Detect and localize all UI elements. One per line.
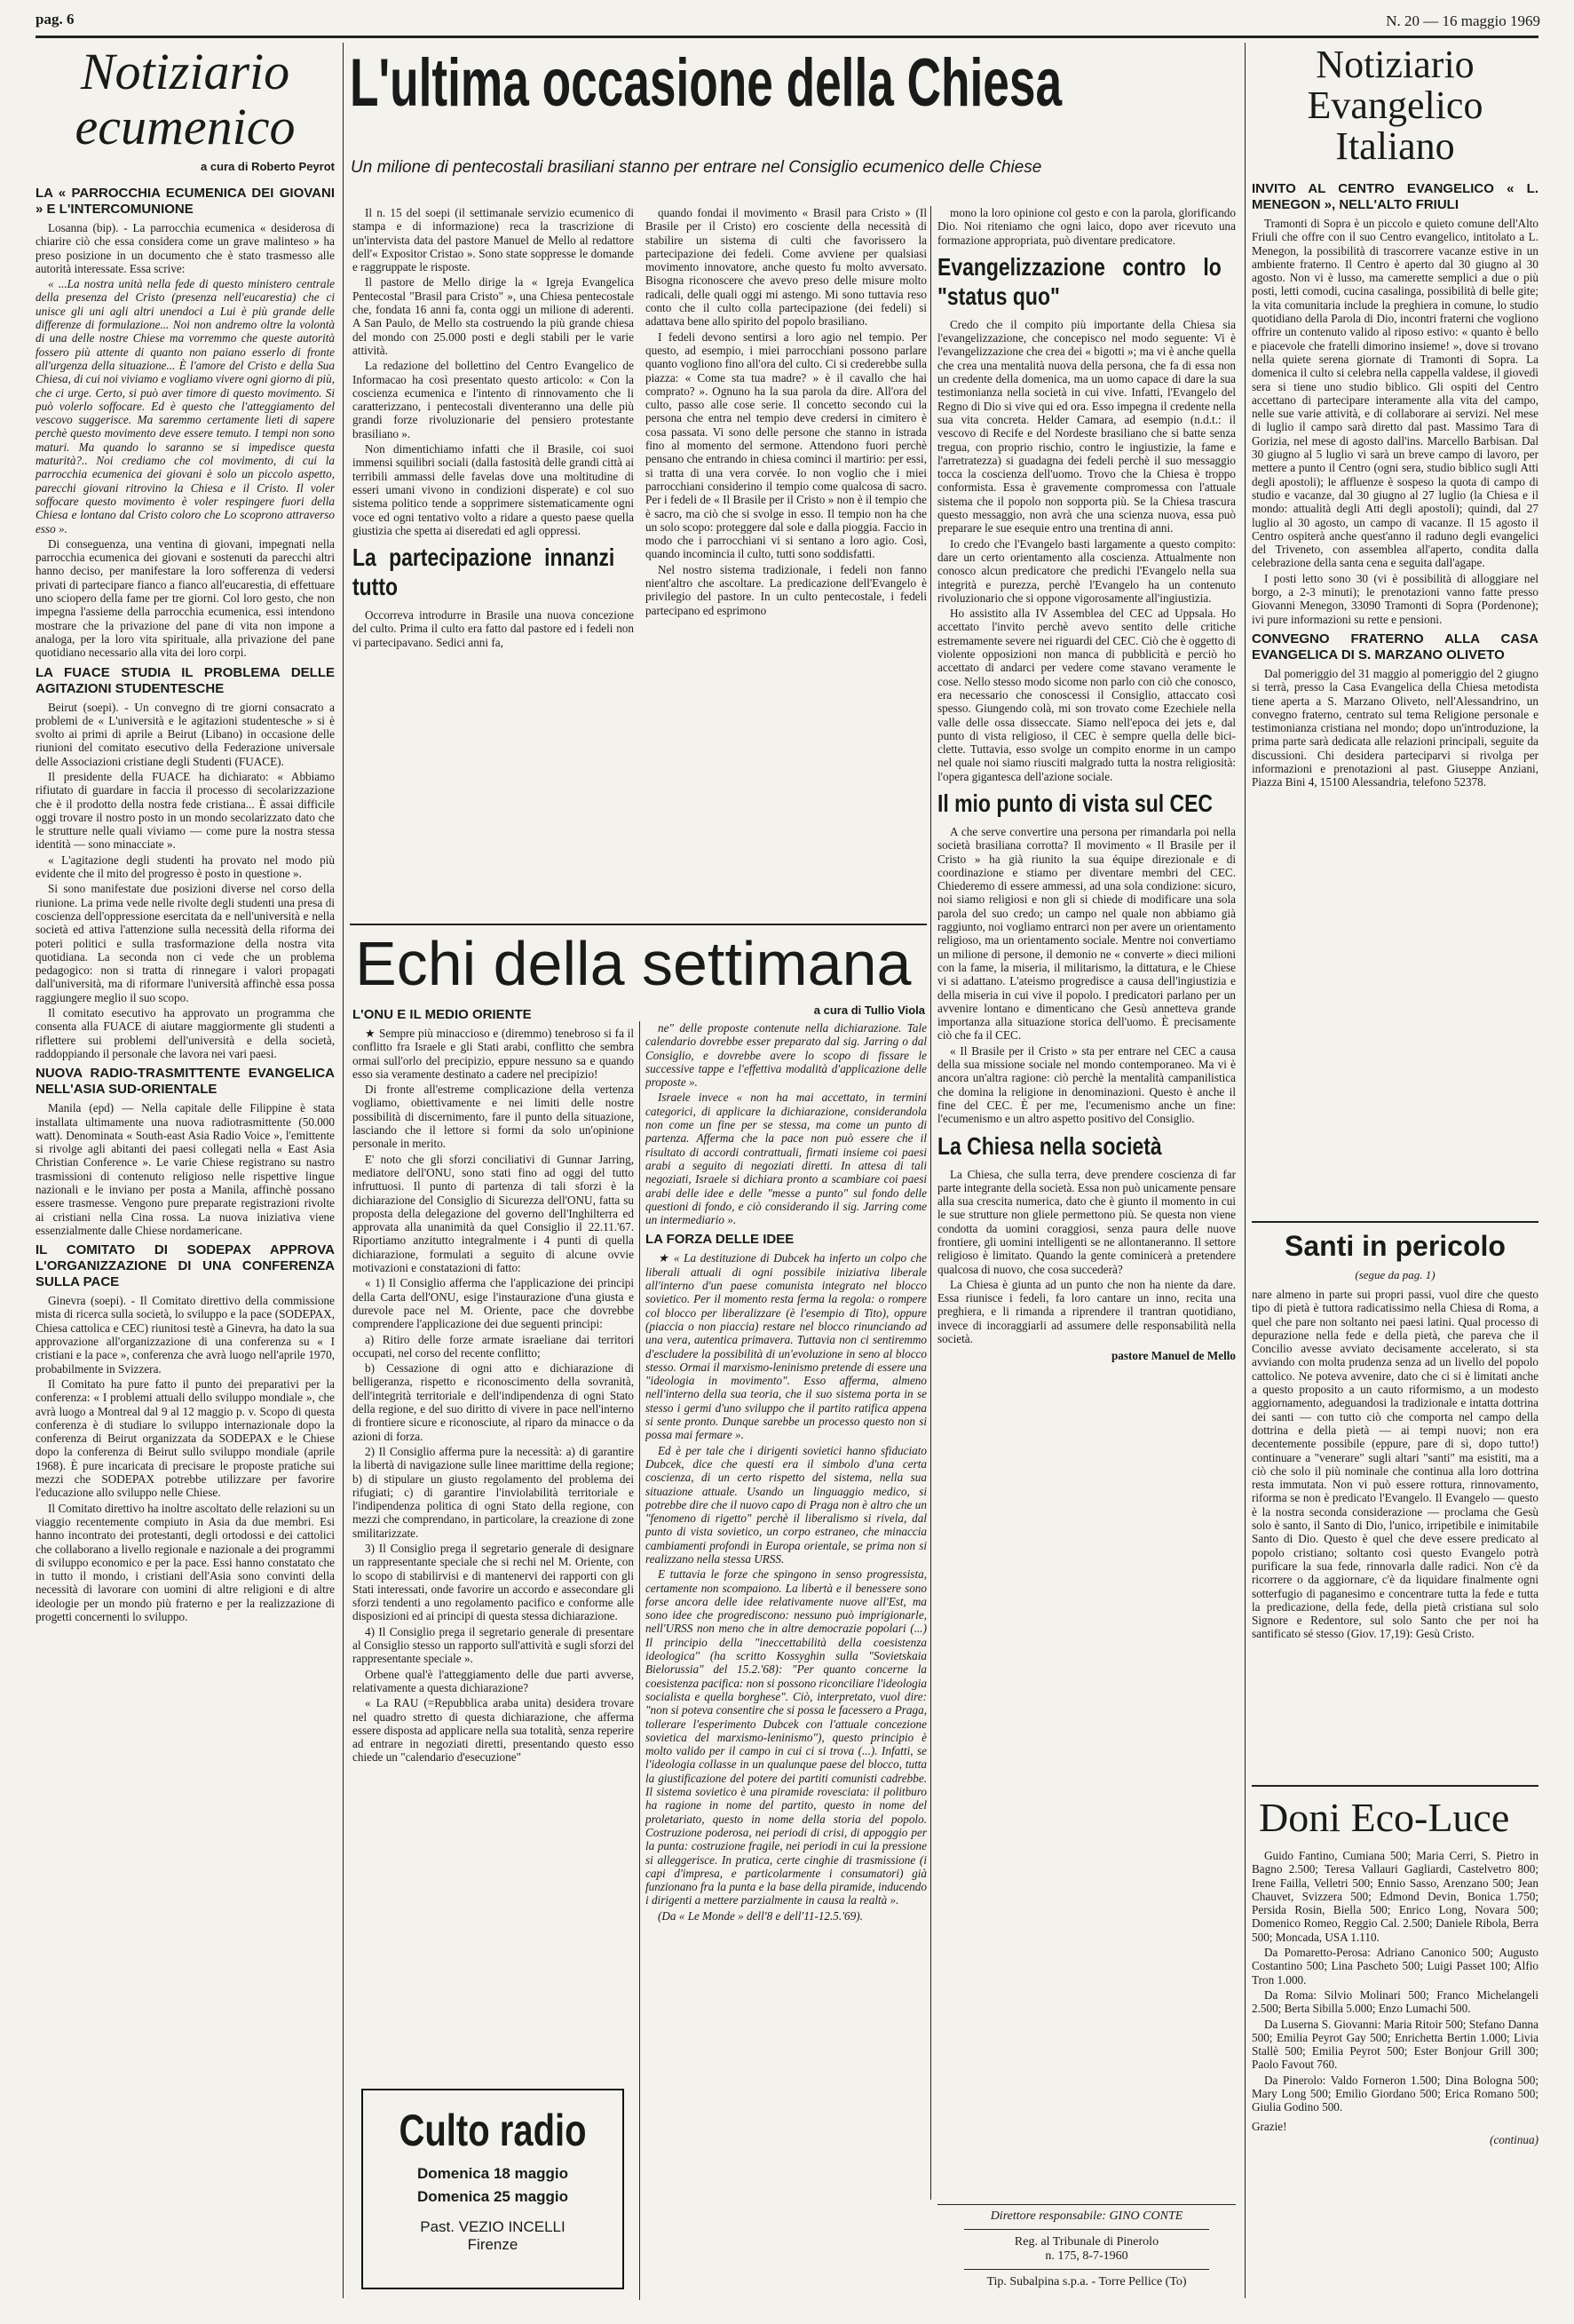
notiziario-ecumenico-articles <box>36 180 335 2285</box>
title-line-2: ecumenico <box>75 98 296 155</box>
column-rule-3 <box>1245 43 1246 2298</box>
echi-col2 <box>645 1021 927 2300</box>
ne-article-paragraph: « ...La nostra unità nella fede di questo ministero centrale della presenza del Cristo (presenza nell'eucarestia) che ci unisce gli uni agli altri unendoci a Lui è più grande delle differenze di formulazione... Noi non andremo oltre la volontà di una delle nostre Chiese ma vorremmo che queste autorità fossero più attente di quanto non paiano esserlo di fronte all'urgenza della situazione... È l'amore del Cristo e della Sua Chiesa, di cui noi viviamo e vogliamo vivere ogni giorno di più, che ci urge. Certo, si può aver timore di questo movimento. Si può volerlo soffocare. Ed è questo che l'atteggiamento del vescovo suggerisce. Ma saremmo certamente lieti di sapere perchè questo movimento deve essere temuto. I tempi non sono maturi. Ma quando lo saranno se si impedisce questa maturità?.. Noi crediamo che col movimento, di cui la parrocchia ecumenica dei giovani è solo un piccolo aspetto, parecchi giovani ritrovino la Chiesa e il Cristo. Il voler soffocare questo movimento è voler respingere fuori della Chiesa e lontano dal Cristo coloro che Lo scoprono attraverso esso ». <box>36 277 335 535</box>
notiziario-evangelico-column <box>1252 44 1538 1217</box>
doni-continua: (continua) <box>1490 2132 1538 2146</box>
echi-forza-paragraph: ★ « La destituzione di Dubcek ha inferto un colpo che liberali attuali di ogni possibile iniziativa liberale all'interno d'un paese comunista integrato nel blocco sovietico. Per il momento resta ferma la regola: o rompere col blocco per liberalizzare (è l'esempio di Tito), oppure (piaccia o non piaccia) restare nel blocco rinunciando ad una vera, autentica primavera. Tuttavia non ci sentiremmo d'escludere la possibilità di un'evoluzione in seno al blocco stesso. Ormai il marxismo-leninismo pretende di essere una "ideologia in movimento". Esso afferma, almeno nell'interno della sua teoria, che il suo sistema porta in se stesso i germi d'uno sviluppo che il partito ratifica appena si sente pronto. Dunque sarebbe un processo questo non si possa mai fermare ». <box>645 1251 927 1442</box>
echi-top-rule <box>350 924 927 925</box>
main-article-title: L'ultima occasione della Chiesa <box>350 45 1063 121</box>
title-line-1: Notiziario <box>80 43 290 100</box>
main-article-paragraph: La redazione del bollettino del Centro Evangelico de Informacao ha così presentato questo articolo: « Con la coscienza ecumenica e l'intento di rinnovamento che li caratterizzano, i pentecostali diventeranno una delle più grandi forze rivoluzionarie del pensiero protestante brasiliano ». <box>352 359 634 440</box>
echi-byline: a cura di Tullio Viola <box>813 1003 925 1017</box>
echi-forza-paragraph: (Da « Le Monde » dell'8 e dell'11-12.5.'69). <box>658 1908 863 1923</box>
echi-onu-paragraph: a) Ritiro delle forze armate israeliane dai territori occupati, nel corso del recente conflitto; <box>352 1332 634 1360</box>
article-signature: pastore Manuel de Mello <box>1111 1349 1236 1363</box>
main-article-paragraph: Non dimentichiamo infatti che il Brasile, coi suoi immensi squilibri sociali (dalla fastosità delle grandi città ai terribili ammassi delle favelas dove una moltitudine di esseri umani vivono in condizioni disperate) e col suo sistema politico tende a sopprimere sistematicamente ogni voce ed ogni tentativo volto a ridare a questo paese quella giustizia che spetta ai diseredati ed agli oppressi. <box>352 442 634 537</box>
ne-title-3: Italiano <box>1335 124 1455 168</box>
main-article-col2 <box>645 206 927 912</box>
culto-radio-date-1: Domenica 18 maggio <box>416 2165 569 2182</box>
menegon-text-2: I posti letto sono 30 (vi è possibilità di alloggiare nel borgo, a 2-3 minuti); le prenotazioni vanno fatte presso Giovanni Menegon, 33090 Tramonti di Sopra (Pordenone); ivi pure informazioni su rette e pensioni. <box>1252 571 1538 626</box>
heading-onu: L'ONU E IL MEDIO ORIENTE <box>352 1007 532 1022</box>
heading-societa: La Chiesa nella società <box>937 1131 1162 1160</box>
page-number: pag. 6 <box>36 11 75 28</box>
culto-radio-date-2: Domenica 25 maggio <box>416 2188 569 2205</box>
doni-list-1: Guido Fantino, Cumiana 500; Maria Cerri, S. Pietro in Bagno 2.500; Teresa Vallauri Gagliardi, Castelvetro 800; Irene Failla, Velletri 500; Ennio Sasso, Arenzano 500; Jean Chauvet, Svizzera 500; Edmond Devin, Bonica 1.750; Persida Rosin, Biella 500; Enrico Long, Novara 500; Domenico Romeo, Reggio Cal. 2.500; Daniele Ribola, Berra 500; Moncada, USA 1.110. <box>1252 1849 1538 1944</box>
ne-article-paragraph: Il comitato esecutivo ha approvato un programma che consenta alla FUACE di aiutare maggiormente gli studenti a riflettere sui problemi dell'università e della società, raddoppiando il personale che lavora nei vari paesi. <box>36 1006 335 1060</box>
echi-onu-paragraph: 3) Il Consiglio prega il segretario generale di designare un rappresentante speciale che si rechi nel M. Oriente, con lo scopo di stabilirvisi e di mantenervi dei rapporti con gli Stati interessati, onde favorire un accordo e assecondare gli sforzi tendenti a uno regolamento pacifico e conforme alle disposizioni ed ai principi di questa stessa dichiarazione. <box>352 1541 634 1623</box>
doni-rule <box>1252 1785 1538 1787</box>
ne-article-heading: LA FUACE STUDIA IL PROBLEMA DELLE AGITAZIONI STUDENTESCHE <box>36 664 335 696</box>
convegno-text: Dal pomeriggio del 31 maggio al pomeriggio del 2 giugno si terrà, presso la Casa Evangelica della Chiesa metodista tiene aperta a S. Marzano Oliveto, nell'Alessandrino, un convegno fraterno, centrato sul tema Religione personale e testimonianza cristiana nel mondo; dopo un'introduzione, la prima parte sarà dedicata alle relazioni principali, seguite da discussioni. Chi desidera parteciparvi si rivolga per informazioni e prenotazioni al past. Giuseppe Anziani, Piazza Bini 4, 15100 Alessandria, telefono 52378. <box>1252 666 1538 789</box>
ne-article-heading: LA « PARROCCHIA ECUMENICA DEI GIOVANI » E L'INTERCOMUNIONE <box>36 186 335 217</box>
column-rule-1 <box>343 43 344 2298</box>
main-article-paragraph: La Chiesa è giunta ad un punto che non ha niente da dare. Essa riunisce i fedeli, fa loro cantare un inno, recita una preghiera, e li rimanda a riprendere il trantran quotidiano, invece di incoraggiarli ad assumere delle responsabilità nella società. <box>937 1277 1236 1346</box>
notiziario-ecumenico-column <box>36 44 335 2300</box>
menegon-text-1: Tramonti di Sopra è un piccolo e quieto comune dell'Alto Friuli che offre con il suo Centro evangelico, intitolato a L. Menegon, la possibilità di trascorrere vacanze estive in un ambiente fraterno. Il Centro è aperto dal 30 giugno al 30 agosto. Non vi è lusso, ma camerette semplici a due o più posti, letti comodi, cucina casalinga, possibilità di belle gite; la vita comunitaria include la preghiera in comune, lo studio quotidiano della Parola di Dio, incontri fraterni che vogliono offrire un contenuto valido al riposo estivo: « quanto è bello e piacevole che fratelli dimorino insieme! », dove si trovano nella quiete serena giornate di Tramonti di Sopra. La domenica il culto si celebra nella cappella valdese, il giovedì sera si tiene uno studio biblico. Gli ospiti del Centro accettano di partecipare interamente alla vita del campo, nelle sue varie attività, e di collaborare ai servizi. Nel mese di luglio il campo sarà diretto dal past. Massimo Tara di Gorizia, nel mese di agosto dall'ins. Marcello Barbisan. Dal 30 giugno al 5 luglio vi sarà un breve campo di lavoro, per mettere a punto il Centro (ogni sera, studio biblico sugli Atti degli apostoli); le affluenze è sospeso la quota di campo di studio e vacanze, dal 30 giugno al 27 luglio (la Chiesa e il mondo: attualità degli Atti degli apostoli); quindi, dal 27 luglio al 30 agosto, un campo di vacanze. Il 15 agosto il Centro ospiterà anche quest'anno il raduno degli evangelici del Triveneto, con assemblea all'aperto, condita dalla celebrazione della santa cena e seguita dall'agape. <box>1252 217 1538 570</box>
doni-list-4: Da Luserna S. Giovanni: Maria Ritoir 500; Stefano Danna 500; Emilia Peyrot Gay 500; Enrichetta Bertin 1.000; Livia Stallè 500; Emilia Peyrot 500; Ester Bonjour Grill 300; Paolo Favout 760. <box>1252 2017 1538 2072</box>
ne-article-paragraph: Il presidente della FUACE ha dichiarato: « Abbiamo rifiutato di guardare in faccia il processo di secolarizzazione che è il prodotto della nostra fede cristiana... È assai difficile oggi trovare il nostro posto in un mondo secolarizzato dato che le strutture nelle quali viviamo — come pure la nostra stessa identità — sono minacciate ». <box>36 769 335 852</box>
main-article-paragraph: Ho assistito alla IV Assemblea del CEC ad Uppsala. Ho accettato l'invito perchè avevo sentito delle critiche estremamente severe nei riguardi del CEC. Ciò che è oggetto di violente opposizioni non manca di pubblicità e perciò ho accettato di andarci per vedere come stavano veramente le cose. Nello stesso modo sicome non parlo con ciò che conosco, era necessario che conoscessi il Consiglio, attaccato così spesso. Giungendo colà, mi son trovato come Ezechiele nella valle delle ossa disseccate. Siamo nell'epoca dei jets e, dal punto di vista religioso, il CEC è sempre quella delle bici-clette. Tuttavia, esso svolge un compito enorme in un campo nel quale noi siamo riusciti malgrado tutta la nostra religiosità: l'opera gigantesca dell'azione sociale. <box>937 607 1236 783</box>
heading-cec: Il mio punto di vista sul CEC <box>937 789 1213 817</box>
culto-radio-city: Firenze <box>467 2236 518 2253</box>
main-article-paragraph: La Chiesa, che sulla terra, deve prendere coscienza di far parte integrante della società. Essa non può unicamente pensare alla sua crescita numerica, dato che è giunto il momento in cui le sue strutture non gliele permettono più. Se questa non viene condotta da uomini coraggiosi, senza paura delle nuove frontiere, gli uomini intelligenti se ne allontaneranno. Il settore religioso è limitato. Quando la gente cominicerà a pretendere qualcosa di nuovo, che cosa succederà? <box>937 1167 1236 1276</box>
echi-forza-paragraph: E tuttavia le forze che spingono in senso progressista, certamente non scompaiono. La libertà e il benessere sono forse ancora delle idee relativamente nuove all'Est, ma sono idee che progrediscono: nessuno può imprigionarle, nell'URSS non meno che in altre democrazie popolari (...) Il principio della "ineccettabilità della coesistenza ideologica" (ha scritto Kossyghin sulla "Sovietskaia Bielorussia" del 15.2.'68): "Per quanto concerne la coesistenza pacifica: non si possono riconciliare l'ideologia socialista e quella borghese". Ciò, interpretato, vuol dire: "non si poteva consentire che si possa le facessero a Praga, tollerare l'esperimento Dubcek con l'attuale concezione sovietica del marxismo-leninismo"), questo principio è molto valido per il campo in cui ci si trova (...). Infatti, se l'ideologia collasse in un qualunque paese del blocco, tutta la giustificazione del potere dei partiti comunisti cadrebbe. Il sistema sovietico è una piramide rovesciata: il politburo ha ragione in nome del partito, questo in nome del proletariato, questo in nome della storia del popolo. Costruzione poderosa, nei periodi di crisi, di appoggio per la punta: costruzione fragile, nei periodi in cui la pressione si alleggerisce. In pratica, certe cinghie di trasmissione (i capi d'impresa, e particolarmente i consumatori) già funzionano fra la punta e la base della piramide, inducendo i dirigenti a mettere parzialmente in causa la realtà ». <box>645 1567 927 1908</box>
main-article-paragraph: mono la loro opinione col gesto e con la parola, glorificando Dio. Noi riteniamo che ogni laico, dopo aver ricevuto una formazione appropriata, può diventare predicatore. <box>937 206 1236 247</box>
ne-article-heading: NUOVA RADIO-TRASMITTENTE EVANGELICA NELL'ASIA SUD-ORIENTALE <box>36 1066 335 1098</box>
santi-text: nare almeno in parte sui propri passi, vuol dire che questo tipo di pietà è tuttora radicatissimo nella Chiesa di Roma, a quel che pare non soltanto nei paesi latini. Qual processo di depurazione nella fede e della pietà, che pareva che il Concilio avesse avviato decisamente accelerato, si sta avviando con molta prudenza senza ad un livello del popolo cattolico. Ne poteva avvenire, dato che ci si è limitati anche a questo proposito a un cauto riformismo, a un modesto aggiornamento, adeguandosi la tradizionale e intatta dottrina dei santi — con tutto ciò che comporta nel campo della dottrina e della pietà — ai tempi nuovi; non era decentemente possibile (eppure, pare di sì, dopo tutto!) continuare a "venerare" sugli altari "santi" ma esistiti, ma a ciò che solo il più nominale che continua alla loro dottrina resta immutata. Non vi può essere rottura, rinnovamento, riforma se non è predicato l'Evangelo. Il Evangelo — questo è la nostra seconda considerazione — proclama che Gesù solo è santo, il Santo di Dio, l'unico, irripetibile e inimitabile Santo di Dio. Questo è quel che deve essere predicato al popolo cristiano; soltanto così questo Evangelo potrà purificare la sua fede, rinnovarla dalle radici. Non c'è da ricorrere o da aggiornare, c'è da liquidare finalmente ogni sotterfugio di paganesimo e concentrare tutta la fede e tutta la predicazione, della fede, della pietà cristiana sul solo Signore e Redentore, sul solo Santo che per noi ha santificato sé stesso (Giov. 17,19): Gesù Cristo. <box>1252 1288 1538 1641</box>
echi-onu-paragraph: E' noto che gli sforzi conciliativi di Gunnar Jarring, mediatore dell'ONU, sono stati fino ad oggi del tutto infruttuosi. Il punto di partenza di tali sforzi è la dichiarazione del Consiglio di Sicurezza dell'ONU, fatta su proposta della delegazione del governo dell'Inghilterra ed approvata alla unanimità da quel Consiglio il 22.11.'67. Riportiamo anzitutto integralmente i 4 punti di quella dichiarazione, formulati a seguito di alcune ovvie motivazioni e constatazioni di fatto: <box>352 1152 634 1275</box>
ne-article-heading: IL COMITATO DI SODEPAX APPROVA L'ORGANIZZAZIONE DI UNA CONFERENZA SULLA PACE <box>36 1242 335 1290</box>
imprint <box>937 2209 1236 2289</box>
heading-menegon: INVITO AL CENTRO EVANGELICO « L. MENEGON », NELL'ALTO FRIULI <box>1252 181 1538 212</box>
ne-article-paragraph: Il Comitato direttivo ha inoltre ascoltato delle relazioni su un viaggio recentemente compiuto in Asia da due membri. Esi hanno incontrato dei protestanti, degli ortodossi e dei cattolici che collaborano a livello regionale e nazionale a dei programmi di sviluppo economico e per la pace. Essi hanno constatato che in tutto il mondo, i cristiani dell'Asia sono convinti della necessità di lavorare con uomini di altre religioni e di altre ideologie per un mondo più fraterno e per la realizzazione di progetti concernenti lo sviluppo. <box>36 1501 335 1624</box>
culto-radio-box <box>361 2089 624 2289</box>
main-article-paragraph: A che serve convertire una persona per rimandarla poi nella società brasiliana corrotta? Il movimento « Il Brasile per il Cristo » ha già riunito la sua équipe direzionale e di coordinazione e stiamo per diventare membri del CEC. Chiederemo di essere ammessi, ad una sola condizione: sicuro, noi siamo religiosi e non gli si chiede di modificare una sola parola del suo credo; un campo nel quale non abbiamo già raggiunto, noi vogliamo entrarci non per avere un orientamento religioso, ma un orientamento sociale. Mentre noi convertiamo un milione di persone, il demonio ne « converte » dieci milioni con la fame, la miseria, il militarismo, la dittatura, e le Chiese vi si adattano. L'ateismo progredisce a causa dell'ingiustizia e della miseria in cui vive il popolo. I predicatori parlano per un avvenire lontano e dimenticano che Gesù annetteva grande importanza alla situazione storica dell'uomo. È precisamente ciò che fa il CEC. <box>937 824 1236 1043</box>
ne-article-paragraph: Ginevra (soepi). - Il Comitato direttivo della commissione mista di ricerca sulla società, lo sviluppo e la pace (SODEPAX, Chiesa cattolica e CEC) riunitosi testè a Ginevra, ha dato la sua approvazione all'organizzazione di una conferenza su « I cristiani e la pace », conferenza che avrà luogo nell'aprile 1970, probabilmente in Svizzera. <box>36 1294 335 1376</box>
ne-article-paragraph: Si sono manifestate due posizioni diverse nel corso della riunione. La prima vede nelle rivolte degli studenti una presa di coscienza dell'oppressione esercitata da e nell'università e nella società ed attiva l'attenzione sulla necessità della riforma dei poteri politici e sulla trasformazione della nostra vita quotidiana. La seconda non ci vede che un problema pedagogico: non si tratta di rinnegare i valori propagati dall'università, ma di riformare l'università affinchè essa possa raggiungere meglio il suo scopo. <box>36 882 335 1004</box>
heading-partecipazione: La partecipazione innanzi tutto <box>352 543 615 601</box>
issue-date: N. 20 — 16 maggio 1969 <box>1386 12 1540 29</box>
main-article-paragraph: Il pastore de Mello dirige la « Igreja Evangelica Pentecostal "Brasil para Cristo" », una Chiesa pentecostale che, fondata 16 anni fa, conta oggi un milione di aderenti. A San Paulo, de Mello sta costruendo la più grande chiesa del mondo con 25.000 posti e degli stabili per le varie attività. <box>352 275 634 357</box>
heading-convegno: CONVEGNO FRATERNO ALLA CASA EVANGELICA DI S. MARZANO OLIVETO <box>1252 631 1538 662</box>
main-article-paragraph: quando fondai il movimento « Brasil para Cristo » (Il Brasile per il Cristo) ero cosciente della necessità di stabilire un sistema di culti che favorissero la partecipazione dei fedeli. Come avviene per qualsiasi movimento innovatore, anche questo fu molto avversato. Bisogna riconoscere che avevo preso delle misure molto radicali, delle quali oggi mi astengo. Mi sono tuttavia reso conto che il culto colla partecipazione (dei fedeli) si adattava bene allo spirito del popolo brasiliano. <box>645 206 927 329</box>
heading-forza: LA FORZA DELLE IDEE <box>645 1232 795 1248</box>
echi-onu-paragraph: ne" delle proposte contenute nella dichiarazione. Tale calendario dovrebbe esser preparato dal sig. Jarring o dal Consiglio, e dovrebbe avere lo scopo di fissare le successive tappe e l'effettiva modalità d'applicazione delle proposte ». <box>645 1021 927 1090</box>
echi-onu-paragraph: Di fronte all'estreme complicazione della vertenza vogliamo, obiettivamente e nei limiti delle nostre possibilità di discernimento, fare il punto della situazione, lasciando che il lettore si formi da solo un'opinione personale in merito. <box>352 1083 634 1151</box>
main-article-paragraph: « Il Brasile per il Cristo » sta per entrare nel CEC a causa della sua missione sociale nel mondo contemporaneo. Ma vi è ancora un'altra ragione: ciò perchè la mentalità campanilistica che domina la religione in denominazioni. Questo è anche il fine del CEC. È per me, l'ecumenismo anche un fine: l'ecumenismo e un altro aspetto positivo del Consiglio. <box>937 1043 1236 1126</box>
header-rule <box>36 36 1538 38</box>
main-article-paragraph: Nel nostro sistema tradizionale, i fedeli non fanno nient'altro che ascoltare. La predicazione dell'Evangelo è privilegio del pastore. In un culto pentecostale, i fedeli partecipano ed esprimono <box>645 562 927 617</box>
culto-radio-pastor: Past. VEZIO INCELLI <box>420 2218 566 2235</box>
doni-list-5: Da Pinerolo: Valdo Forneron 1.500; Dina Bologna 500; Mary Long 500; Emilio Giordano 500; Erica Romano 500; Giulia Godino 500. <box>1252 2073 1538 2114</box>
main-article-paragraph: Credo che il compito più importante della Chiesa sia l'evangelizzazione, che concepisco nel modo seguente: Vi è l'evangelizzazione che crea dei « bigotti »; ma vi è anche quella che crea una mentalità nuova della persona, che fa di essa non un credente della domenica, ma un uomo capace di dare la sua testimonianza nella società in cui vive. Infatti, l'Evangelo del Regno di Dio si vive qui ed ora. Esso impegna il credente nella sua vita concreta. Helder Camara, ad esempio (n.d.t.: il vescovo di Recife e del Nordeste brasiliano che si batte senza tregua, con proprio rischio, contro le ingiustizie, la fame e l'arretratezza) si guadagna dei fedeli perchè il suo messaggio tocca la coscienza dell'uomo. Trovo che la Chiesa è troppo conformista. Essa è gravemente compromessa con l'attuale sistema che il popolo non sopporta più. Se la Chiesa trascura questo messaggio, non avrà che una scienza nuova, essa può preparare le sue esequie entro una trentina di anni. <box>937 317 1236 535</box>
echi-onu-paragraph: Israele invece « non ha mai accettato, in termini categorici, di applicare la dichiarazione, considerandola non come un fine per se stessa, ma come un punto di partenza. Afferma che la pace non può essere che il risultato di accordi contrattuali, firmati insieme coi paesi arabi a seguito di negoziati diretti. In attesa di tali negoziati, Israele si dichiara pronto a scambiare coi paesi arabi delle idee e delle "messe a punto" sul fondo delle questioni di fondo, e ciò considerando il sig. Jarring come un intermediario ». <box>645 1091 927 1227</box>
main-article-col1 <box>352 206 634 912</box>
main-article-paragraph: I fedeli devono sentirsi a loro agio nel tempio. Per questo, ad esempio, i miei parrocchiani possono parlare quanto vogliono fino all'ora del culto. Ci si crederebbe sulla piazza: « Come sta tua madre? » è il cavallo che hai comprato? ». Ognuno ha la sua parola da dire. All'ora del culto, passo alle cose serie. Il concetto secondo cui la persona che entra nel tempio deve credersi in cimitero è cosa passata. Vi sono delle persone che stanno in istrada fino al momento del sermone. Attendono fuori perchè pensano che entrando in chiesa cominci il martirio: per essi, si tratta di una vera corvée. Io non voglio che i miei parrocchiani considerino il tempio come qualcosa di sacro. Per i fedeli de « Il Brasile per il Cristo » non è il tempio che è sacro, ma ciò che si svolge in esso. Il tempio non ha che un solo scopo: proteggere dal sole e dalla pioggia. Faccio in modo che i parrocchiani vi si sentano a loro agio. Così, quando incomincia il culto, tutti sono soddisfatti. <box>645 329 927 561</box>
ne-article-paragraph: « L'agitazione degli studenti ha provato nel modo più evidente che il mito del progresso è posto in questione ». <box>36 853 335 881</box>
echi-forza-paragraph: Ed è per tale che i dirigenti sovietici hanno sfiduciato Dubcek, dice che questi era il simbolo d'una certa coscienza, di un certo rispetto del sistema, nella sua situazione attuale. Usando un linguaggio medico, si potrebbe dire che il nuovo capo di Praga non è altro che un "fenomeno di rigetto" perchè il liberalismo si rivela, dal punto di vista sovietico, un corpo estraneo, che minaccia cambiamenti profondi in Europa orientale, se prima non si realizzano nella stessa URSS. <box>645 1443 927 1566</box>
doni-thanks: Grazie! <box>1252 2119 1287 2133</box>
echi-onu-paragraph: ★ Sempre più minaccioso e (diremmo) tenebroso si fa il conflitto fra Israele e gli Stati arabi, conflitto che sembra ormai sull'orlo del precipizio, eppure nessuno sa e quando esso sia veramente destinato a cadere nel precipizio! <box>352 1027 634 1081</box>
main-article-paragraph: Il n. 15 del soepi (il settimanale servizio ecumenico di stampa e di informazione) reca la trascrizione di un'intervista data del pastore Manuel de Mello al redattore dell'« Expositor Cristao ». Sono state soppresse le domande e raggruppate le risposte. <box>352 206 634 274</box>
imprint-registration-1: Reg. al Tribunale di Pinerolo <box>1014 2235 1159 2249</box>
echi-onu-paragraph: Orbene qual'è l'atteggiamento delle due parti avverse, relativamente a questa dichiarazione? <box>352 1667 634 1694</box>
ne-title-2: Evangelico <box>1307 83 1483 127</box>
main-article-subtitle: Un milione di pentecostali brasiliani stanno per entrare nel Consiglio ecumenico delle Chiese <box>351 158 1042 177</box>
heading-status-quo: Evangelizzazione contro lo "status quo" <box>937 252 1222 310</box>
culto-radio-title: Culto radio <box>399 2106 587 2155</box>
ne-article-paragraph: Il Comitato ha pure fatto il punto dei preparativi per la conferenza: « I problemi attuali dello sviluppo mondiale », che avrà luogo a Montreal dal 9 al 12 maggio p. v. Scopo di questa conferenza è di studiare lo sviluppo internazionale dopo la conferenza di Beirut organizzata da SODEPAX e le Chiese dopo la conferenza di Beirut sullo sviluppo mondiale (aprile 1968). È pure incaricata di precisare le proposte pratiche sui mezzi che SODEPAX potrebbe utilizzare per favorire l'educazione allo sviluppo nelle Chiese. <box>36 1376 335 1500</box>
doni-list-3: Da Roma: Silvio Molinari 500; Franco Michelangeli 2.500; Berta Sibilla 5.000; Enzo Lumachi 500. <box>1252 1987 1538 2016</box>
echi-title: Echi della settimana <box>355 929 912 998</box>
imprint-registration-2: n. 175, 8-7-1960 <box>1045 2249 1128 2263</box>
doni-title: Doni Eco-Luce <box>1259 1795 1510 1840</box>
main-article-paragraph: Io credo che l'Evangelo basti largamente a questo compito: dare un certo orientamento alla coscienza. Attualmente non conosco alcun predicatore che predichi l'Evangelo nella sua integrità e purezza, perchè l'Evangelo ha un contenuto rivoluzionario che si oppone vigorosamente all'ingiustizia. <box>937 536 1236 605</box>
notiziario-evangelico-title <box>1252 44 1538 167</box>
echi-onu-paragraph: « La RAU (=Repubblica araba unita) desidera trovare nel quadro stretto di questa dichiarazione, che afferma essere disposta ad applicare nella sua totalità, senza reperire ad entrare in negoziati diretti, presentando questo esso chiede un "calendario d'esecuzione" <box>352 1696 634 1765</box>
imprint-director: Direttore responsabile: GINO CONTE <box>990 2209 1183 2223</box>
imprint-printer: Tip. Subalpina s.p.a. - Torre Pellice (To) <box>986 2275 1187 2288</box>
santi-title: Santi in pericolo <box>1285 1230 1506 1262</box>
column-rule-echi <box>639 1021 640 2300</box>
doni-list-2: Da Pomaretto-Perosa: Adriano Canonico 500; Augusto Costantino 500; Lina Pascheto 500; Luigi Passet 100; Alfio Tron 1.000. <box>1252 1946 1538 1987</box>
imprint-rule <box>937 2204 1236 2205</box>
column-rule-2 <box>930 206 931 2200</box>
ne-article-paragraph: Manila (epd) — Nella capitale delle Filippine è stata installata ultimamente una nuova radiotrasmittente (50.000 watt). Denominata « South-east Asia Radio Voice », l'emittente si rivolge agli abitanti dei paesi collegati nella « East Asia Christian Conference ». Le varie Chiese registrano su nastro trasmissioni di contenuto religioso nelle rispettive lingue nazionali e le inviano per posta a Manila, affinchè possano essere trasmesse. Vengono pure preparate registrazioni rivolte ai cristiani nella Cina rossa. La nuova iniziativa viene essenzialmente dalle Chiese nordamericane. <box>36 1101 335 1237</box>
ne-title-1: Notiziario <box>1316 43 1475 86</box>
notiziario-ecumenico-title <box>36 44 335 155</box>
notiziario-ecumenico-byline: a cura di Roberto Peyrot <box>201 160 335 173</box>
echi-onu-paragraph: b) Cessazione di ogni atto e dichiarazione di belligeranza, rispetto e riconoscimento della sovranità, dell'integrità territoriale e dell'indipendenza di ogni Stato della regione, e del suo diritto di vivere in pace nell'interno di frontiere sicure e riconosciute, al riparo da minacce o da azioni di forza. <box>352 1361 634 1443</box>
ne-article-paragraph: Beirut (soepi). - Un convegno di tre giorni consacrato a problemi de « L'università e le agitazioni studentesche » si è svolto ai primi di aprile a Beirut (Libano) in occasione delle riunioni del comitato esecutivo della Federazione universale delle Associazioni cristiane degli Studenti (FUACE). <box>36 700 335 768</box>
echi-onu-paragraph: 4) Il Consiglio prega il segretario generale di presentare al Consiglio stesso un rapporto sull'attività e sugli sforzi del rappresentante speciale ». <box>352 1624 634 1666</box>
ne-article-paragraph: Losanna (bip). - La parrocchia ecumenica « desiderosa di chiarire ciò che essa considera come un grave malinteso » ha preso posizione in un documento che è stato trasmesso alle autorità interessate. Essa scrive: <box>36 221 335 275</box>
echi-onu-paragraph: 2) Il Consiglio afferma pure la necessità: a) di garantire la libertà di navigazione sulle linee marittime della regione; b) di stipulare un giusto regolamento del problema dei rifugiati; c) di garantire l'inviolabilità territoriale e l'indipendenza politica di ogni Stato della regione, con mezzi che comprendano, in particolare, la creazione di zone smilitarizzate. <box>352 1444 634 1540</box>
ne-article-paragraph: Di conseguenza, una ventina di giovani, impegnati nella parrocchia ecumenica dei giovani e sostenuti da parecchi altri hanno deciso, per manifestare la loro sofferenza di vedersi privati di partecipare fianco a fianco all'eucarestia, di effettuare uno sciopero della fame per tre giorni. Col loro gesto, che non impegna l'assieme della parrocchia ecumenica, essi intendono mostrare che la privazione del pane di vita non impone a analoga, per la loro vita spirituale, alla privazione del pane quotidiano necessario alla vita dei loro corpi. <box>36 536 335 660</box>
echi-onu-paragraph: « 1) Il Consiglio afferma che l'applicazione dei principi della Carta dell'ONU, esige l'instaurazione d'una giusta e durevole pace nel M. Oriente, pace che dovrebbe comprendere l'applicazione dei due seguenti principi: <box>352 1276 634 1331</box>
main-article-paragraph: Occorreva introdurre in Brasile una nuova concezione del culto. Prima il culto era fatto dal pastore ed i fedeli non vi partecipavano. Sedici anni fa, <box>352 608 634 649</box>
santi-note: (segue da pag. 1) <box>1355 1268 1436 1281</box>
doni-text <box>1252 1849 1538 2297</box>
santi-rule <box>1252 1221 1538 1223</box>
main-article-col3 <box>937 206 1236 2200</box>
